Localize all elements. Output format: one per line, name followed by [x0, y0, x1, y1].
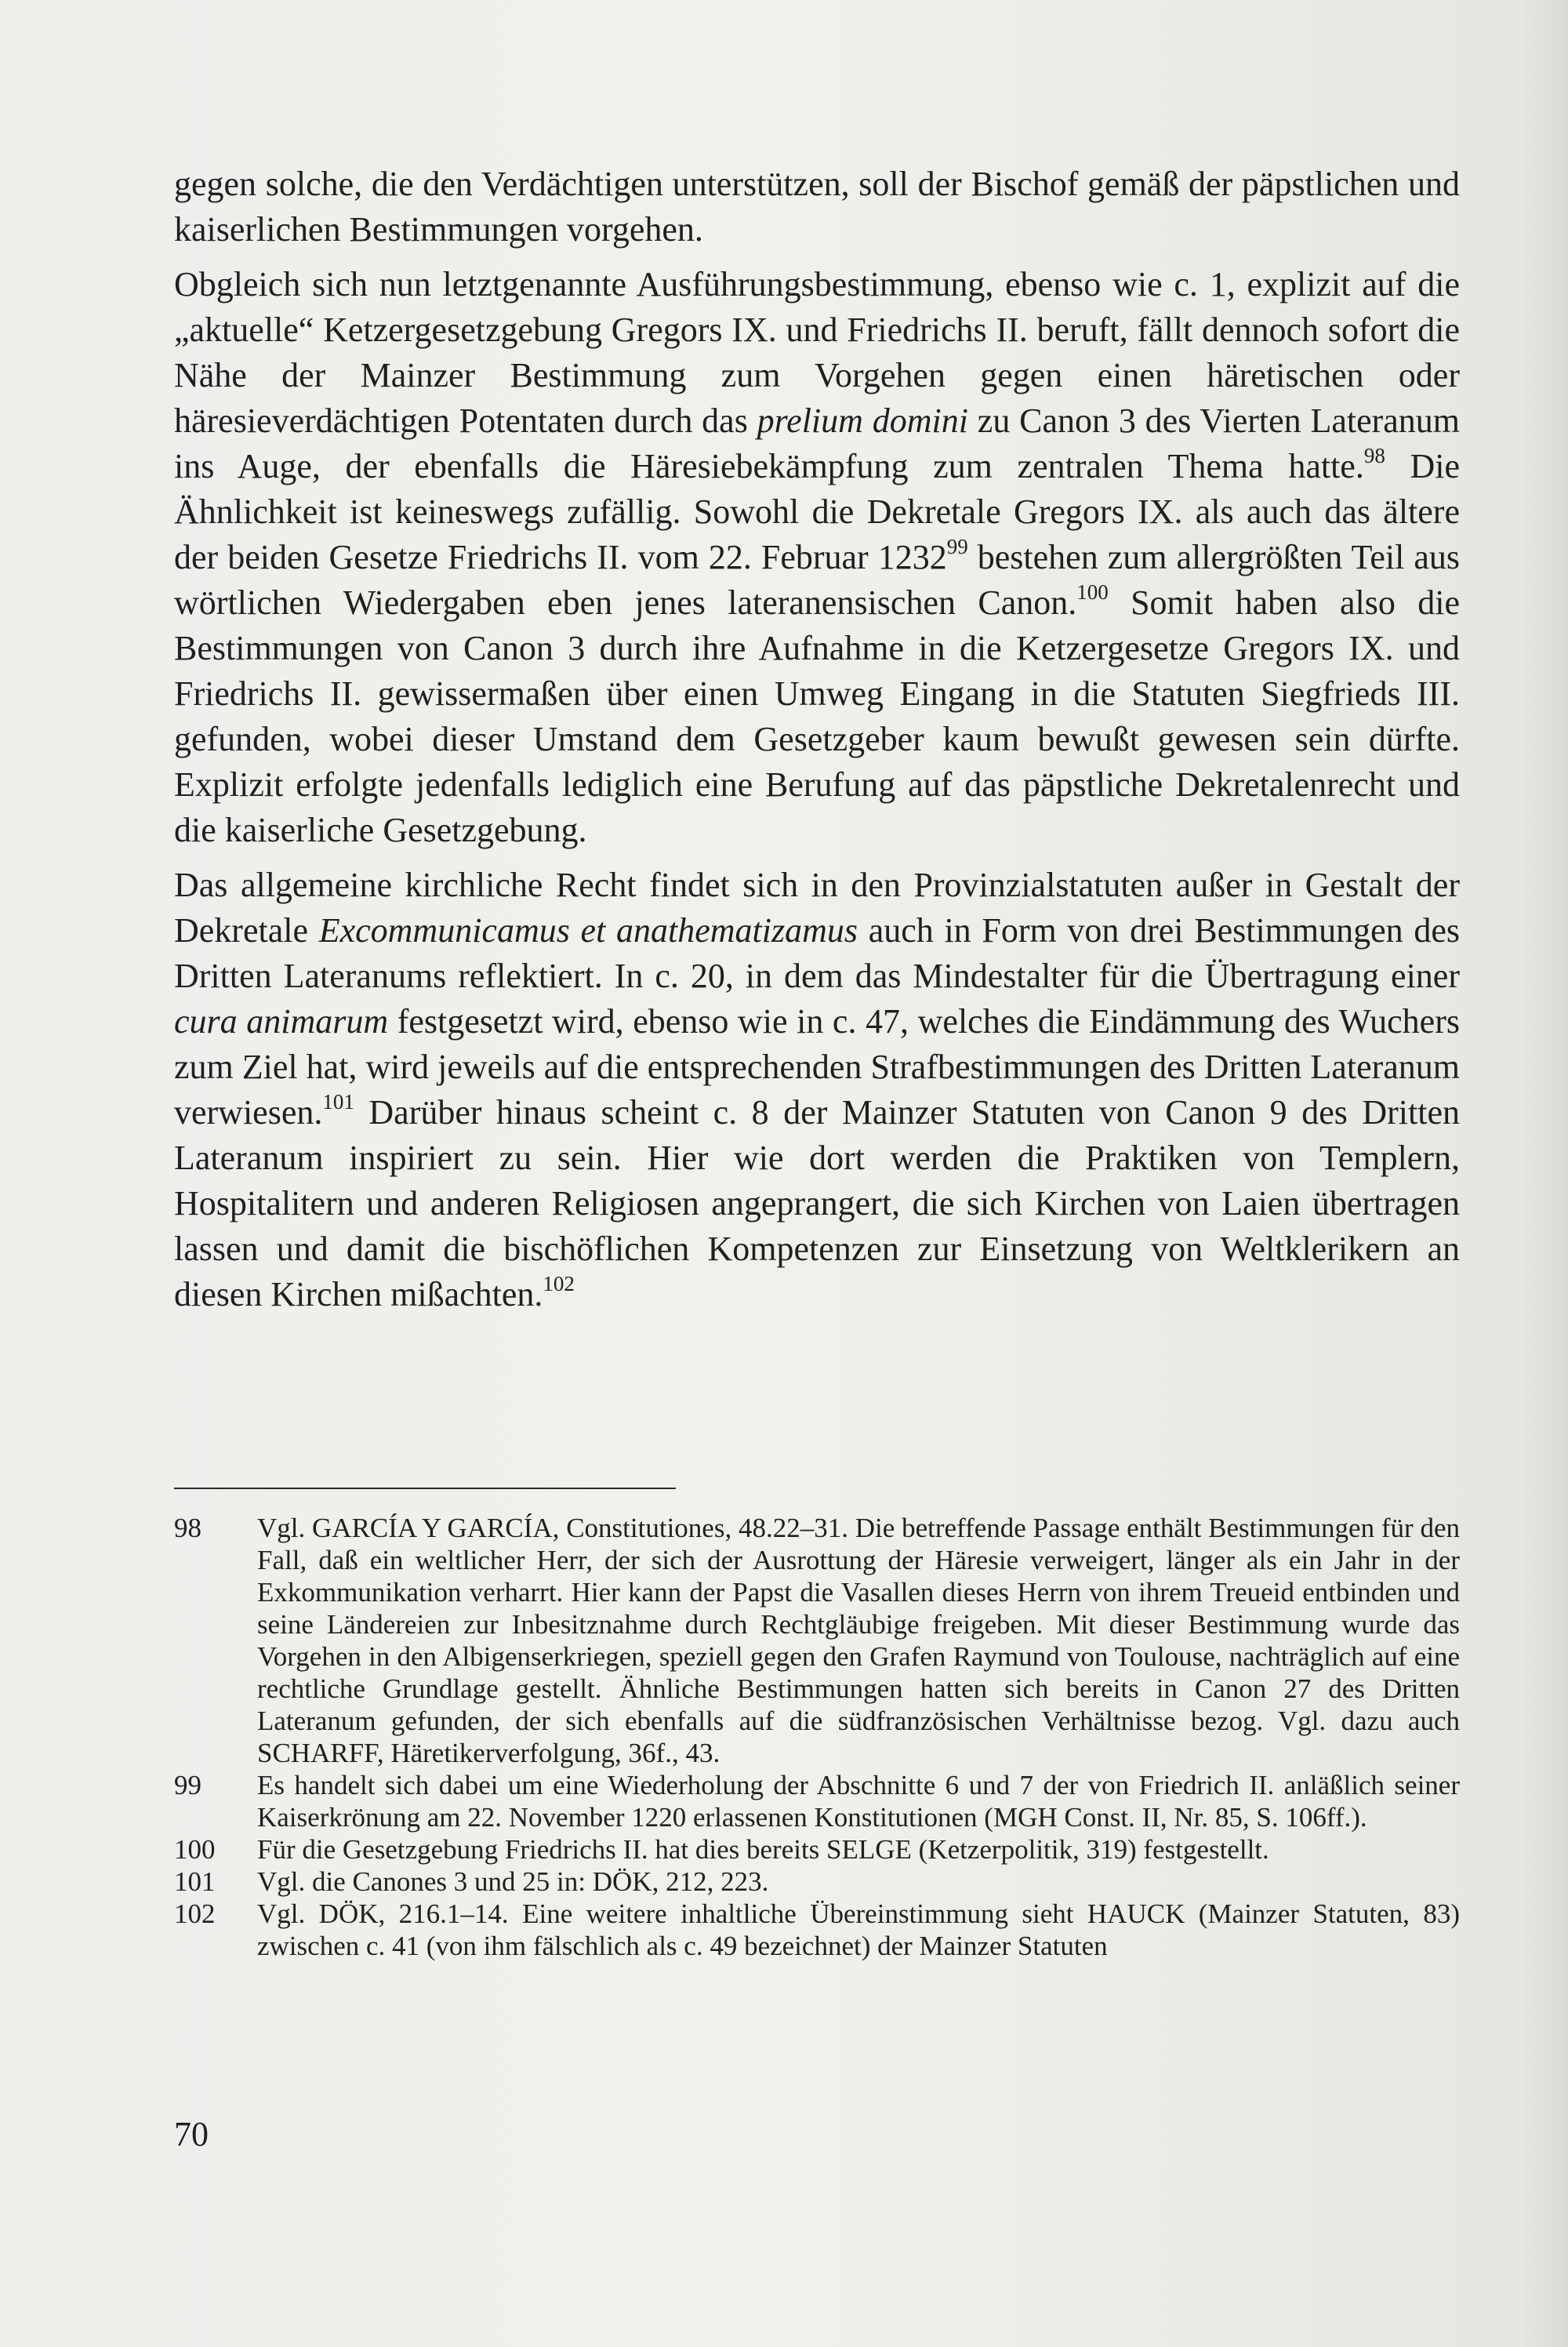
footnote-ref-101[interactable]: 101: [322, 1090, 354, 1114]
footnote-number: 98: [174, 1513, 201, 1543]
paragraph-3-text: Darüber hinaus scheint c. 8 der Mainzer Statuten von Canon 9 des Dritten Lateranum inspiriert zu sein. Hier wie dort werden die Praktiken von Templern, Hospitalitern und anderen Religiosen angeprangert, die sich Kirchen von Laien übertragen lassen und damit die bischöflichen Kompetenzen zur Einsetzung von Weltklerikern an diesen Kirchen mißachten.: [174, 1093, 1460, 1313]
paragraph-2-italic: prelium domini: [757, 401, 968, 440]
footnote-text: Es handelt sich dabei um eine Wiederholung der Abschnitte 6 und 7 der von Friedrich II. anläßlich seiner Kaiserkrönung am 22. November 1220 erlassenen Konstitutionen (MGH Const. II, Nr. 85, S. 106ff.).: [257, 1770, 1460, 1833]
paragraph-2-text: Die Ähnlichkeit ist keineswegs zufällig. Sowohl die Dekretale Gregors IX. als auch das ältere der beiden Gesetze Friedrichs II. vom 22. Februar 1232: [174, 447, 1460, 576]
footnote-text: Vgl. die Canones 3 und 25 in: DÖK, 212, 223.: [257, 1866, 769, 1897]
paragraph-3-text: auch in Form von drei Bestimmungen des Dritten Lateranums reflektiert. In c. 20, in dem das Mindestalter für die Übertragung einer: [174, 911, 1460, 995]
page-edge-shadow: [1521, 0, 1568, 2347]
page-number: 70: [174, 2115, 209, 2153]
paragraph-3: [174, 863, 1460, 1317]
paragraph-2-text: Somit haben also die Bestimmungen von Canon 3 durch ihre Aufnahme in die Ketzergesetze Gregors IX. und Friedrichs II. gewissermaßen über einen Umweg Eingang in die Statuten Siegfrieds III. gefunden, wobei dieser Umstand dem Gesetzgeber kaum bewußt gewesen sein dürfte. Explizit erfolgte jedenfalls lediglich eine Berufung auf das päpstliche Dekretalenrecht und die kaiserliche Gesetzgebung.: [174, 583, 1460, 849]
footnote-number: 102: [174, 1898, 216, 1929]
footnote-ref-98[interactable]: 98: [1363, 444, 1385, 468]
footnote-98: [174, 1512, 1460, 1769]
footnote-text: Vgl. GARCÍA Y GARCÍA, Constitutiones, 48.22–31. Die betreffende Passage enthält Bestimmungen für den Fall, daß ein weltlicher Herr, der sich der Ausrottung der Häresie verweigert, länger als ein Jahr in der Exkommunikation verharrt. Hier kann der Papst die Vasallen dieses Herrn von ihrem Treueid entbinden und seine Ländereien zur Inbesitznahme durch Rechtgläubige freigeben. Mit dieser Bestimmung wurde das Vorgehen in den Albigenserkriegen, speziell gegen den Grafen Raymund von Toulouse, nachträglich auf eine rechtliche Grundlage gestellt. Ähnliche Bestimmungen hatten sich bereits in Canon 27 des Dritten Lateranum gefunden, der sich ebenfalls auf die südfranzösischen Verhältnisse bezog. Vgl. dazu auch SCHARFF, Häretikerverfolgung, 36f., 43.: [257, 1513, 1460, 1768]
footnote-100: [174, 1833, 1460, 1866]
paragraph-1: gegen solche, die den Verdächtigen unterstützen, soll der Bischof gemäß der päpstlichen und kaiserlichen Bestimmungen vorgehen.: [174, 165, 1460, 249]
main-text: [174, 162, 1460, 1327]
paragraph-3-text: festgesetzt wird, ebenso wie in c. 47, welches die Eindämmung des Wuchers zum Ziel hat, wird jeweils auf die entsprechenden Strafbestimmungen des Dritten Lateranum verwiesen.: [174, 1002, 1460, 1132]
footnote-number: 100: [174, 1834, 216, 1865]
paragraph-2: [174, 262, 1460, 853]
paragraph-2-text: Obgleich sich nun letztgenannte Ausführungsbestimmung, ebenso wie c. 1, explizit auf die „aktuelle“ Ketzergesetzgebung Gregors IX. und Friedrichs II. beruft, fällt dennoch sofort die Nähe der Mainzer Bestimmung zum Vorgehen gegen einen häretischen oder häresieverdächtigen Potentaten durch das: [174, 265, 1460, 440]
footnote-number: 101: [174, 1866, 216, 1897]
footnote-102: [174, 1898, 1460, 1962]
paragraph-2-text: bestehen zum allergrößten Teil aus wörtlichen Wiedergaben eben jenes lateranensischen Canon.: [174, 538, 1460, 622]
footnote-ref-99[interactable]: 99: [946, 535, 968, 559]
footnote-text: Vgl. DÖK, 216.1–14. Eine weitere inhaltliche Übereinstimmung sieht HAUCK (Mainzer Statuten, 83) zwischen c. 41 (von ihm fälschlich als c. 49 bezeichnet) der Mainzer Statuten: [257, 1898, 1460, 1961]
paragraph-3-text: Das allgemeine kirchliche Recht findet sich in den Provinzialstatuten außer in Gestalt der Dekretale: [174, 866, 1460, 950]
paragraph-2-text: zu Canon 3 des Vierten Lateranum ins Auge, der ebenfalls die Häresiebekämpfung zum zentralen Thema hatte.: [174, 401, 1461, 485]
paragraph-3-italic: Excommunicamus et anathematizamus: [318, 911, 858, 950]
footnote-99: [174, 1769, 1460, 1833]
footnote-divider: [174, 1488, 676, 1489]
footnote-101: [174, 1866, 1460, 1898]
footnotes: [174, 1512, 1460, 1962]
footnote-ref-102[interactable]: 102: [543, 1272, 575, 1296]
footnote-text: Für die Gesetzgebung Friedrichs II. hat dies bereits SELGE (Ketzerpolitik, 319) festgestellt.: [257, 1834, 1269, 1865]
footnote-number: 99: [174, 1770, 201, 1800]
footnote-ref-100[interactable]: 100: [1076, 580, 1109, 605]
paragraph-3-italic: cura animarum: [174, 1002, 389, 1041]
